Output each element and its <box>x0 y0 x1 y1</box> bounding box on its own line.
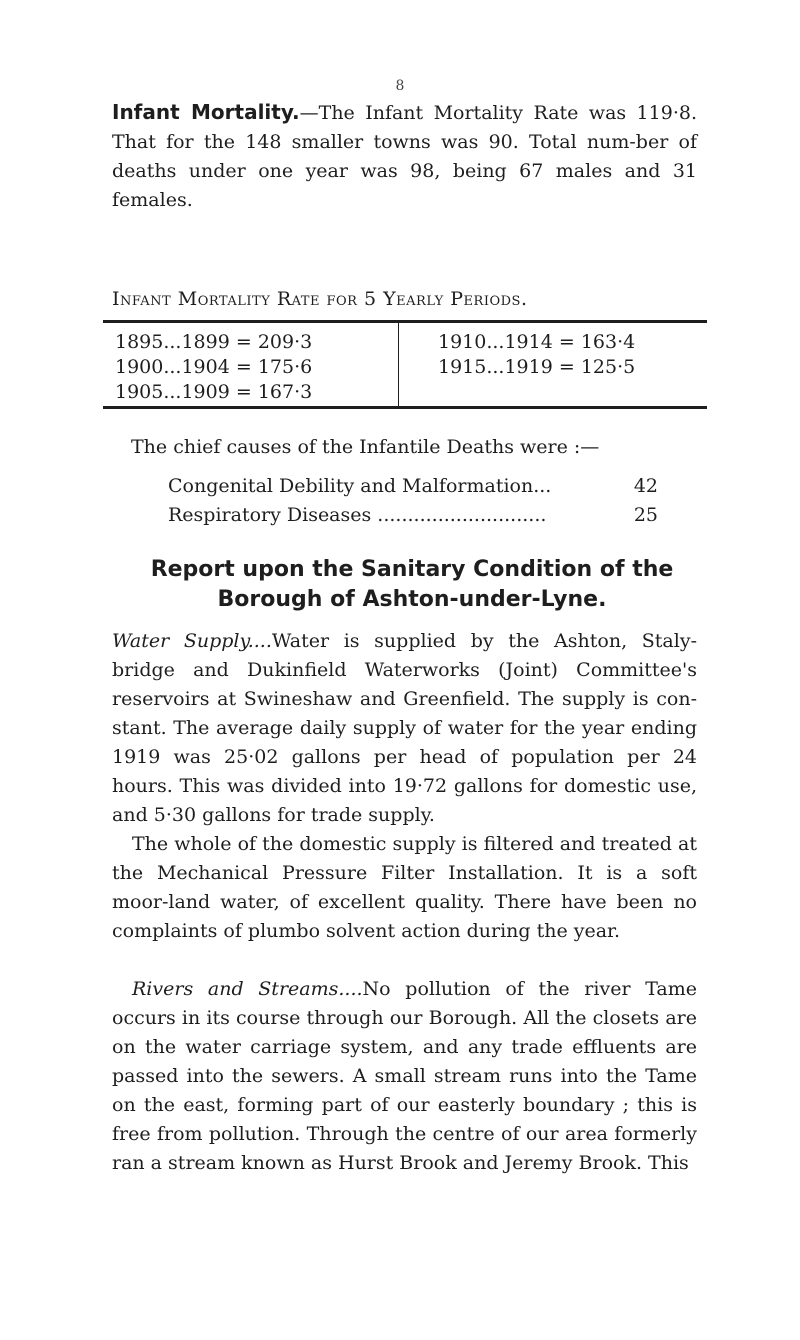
list-item <box>168 475 658 497</box>
table-bottom-rule <box>103 406 707 409</box>
infant-mortality-text: —The Infant Mortality Rate was 119·8. That for the 148 smaller towns was 90. Total num-ber of deaths under one year was 98, being 67 males and 31 females. <box>112 102 697 211</box>
list-item <box>168 504 658 526</box>
table-row: 1895...1899 = 209·3 <box>115 331 313 353</box>
table-divider <box>398 322 399 407</box>
infant-mortality-heading: Infant Mortality. <box>112 100 300 124</box>
rivers-label: Rivers and Streams.... <box>132 978 363 1000</box>
cause-label: Respiratory Diseases ............................ <box>168 504 547 526</box>
water-supply-label: Water Supply.... <box>112 630 272 652</box>
report-title: Report upon the Sanitary Condition of the Borough of Ashton-under-Lyne. <box>150 557 674 612</box>
table-period: 1900...1904 <box>115 356 230 378</box>
table-period: 1915...1919 <box>438 356 553 378</box>
page-number: 8 <box>395 78 405 94</box>
table-rate: 209·3 <box>257 331 313 353</box>
infant-mortality-paragraph <box>112 98 697 215</box>
table-rate: 125·5 <box>580 356 636 378</box>
water-supply-paragraph <box>112 627 697 830</box>
table-top-rule <box>103 320 707 323</box>
table-rate: 163·4 <box>580 331 636 353</box>
rivers-text: No pollution of the river Tame occurs in its course through our Borough. All the closets are on the water carriage system, and any trade effluents are passed into the sewers. A small stream runs into the Tame on the east, forming part of our easterly boundary ; this is free from pollution. Through the centre of our area formerly ran a stream known as Hurst Brook and Jeremy Brook. This <box>112 978 698 1174</box>
table-row: 1905...1909 = 167·3 <box>115 381 313 403</box>
table-rate: 175·6 <box>257 356 313 378</box>
table-caption: Infant Mortality Rate for 5 Yearly Periods. <box>112 288 528 310</box>
water-supply-text: Water is supplied by the Ashton, Staly-bridge and Dukinfield Waterworks (Joint) Committee's reservoirs at Swineshaw and Greenfield. The supply is con-stant. The average daily supply of water for the year ending 1919 was 25·02 gallons per head of population per 24 hours. This was divided into 19·72 gallons for domestic use, and 5·30 gallons for trade supply. <box>112 630 697 826</box>
cause-value: 25 <box>633 504 658 526</box>
causes-intro: The chief causes of the Infantile Deaths were :— <box>131 436 600 458</box>
table-row: 1900...1904 = 175·6 <box>115 356 313 378</box>
cause-value: 42 <box>633 475 658 497</box>
rivers-paragraph <box>112 975 697 1178</box>
table-row: 1915...1919 = 125·5 <box>438 356 636 378</box>
table-period: 1905...1909 <box>115 381 230 403</box>
table-row: 1910...1914 = 163·4 <box>438 331 636 353</box>
table-rate: 167·3 <box>257 381 313 403</box>
table-period: 1910...1914 <box>438 331 553 353</box>
cause-label: Congenital Debility and Malformation... <box>168 475 552 497</box>
domestic-supply-paragraph: The whole of the domestic supply is filtered and treated at the Mechanical Pressure Filter Installation. It is a soft moor-land water, of excellent quality. There have been no complaints of plumbo solvent action during the year. <box>112 833 697 942</box>
table-period: 1895...1899 <box>115 331 230 353</box>
